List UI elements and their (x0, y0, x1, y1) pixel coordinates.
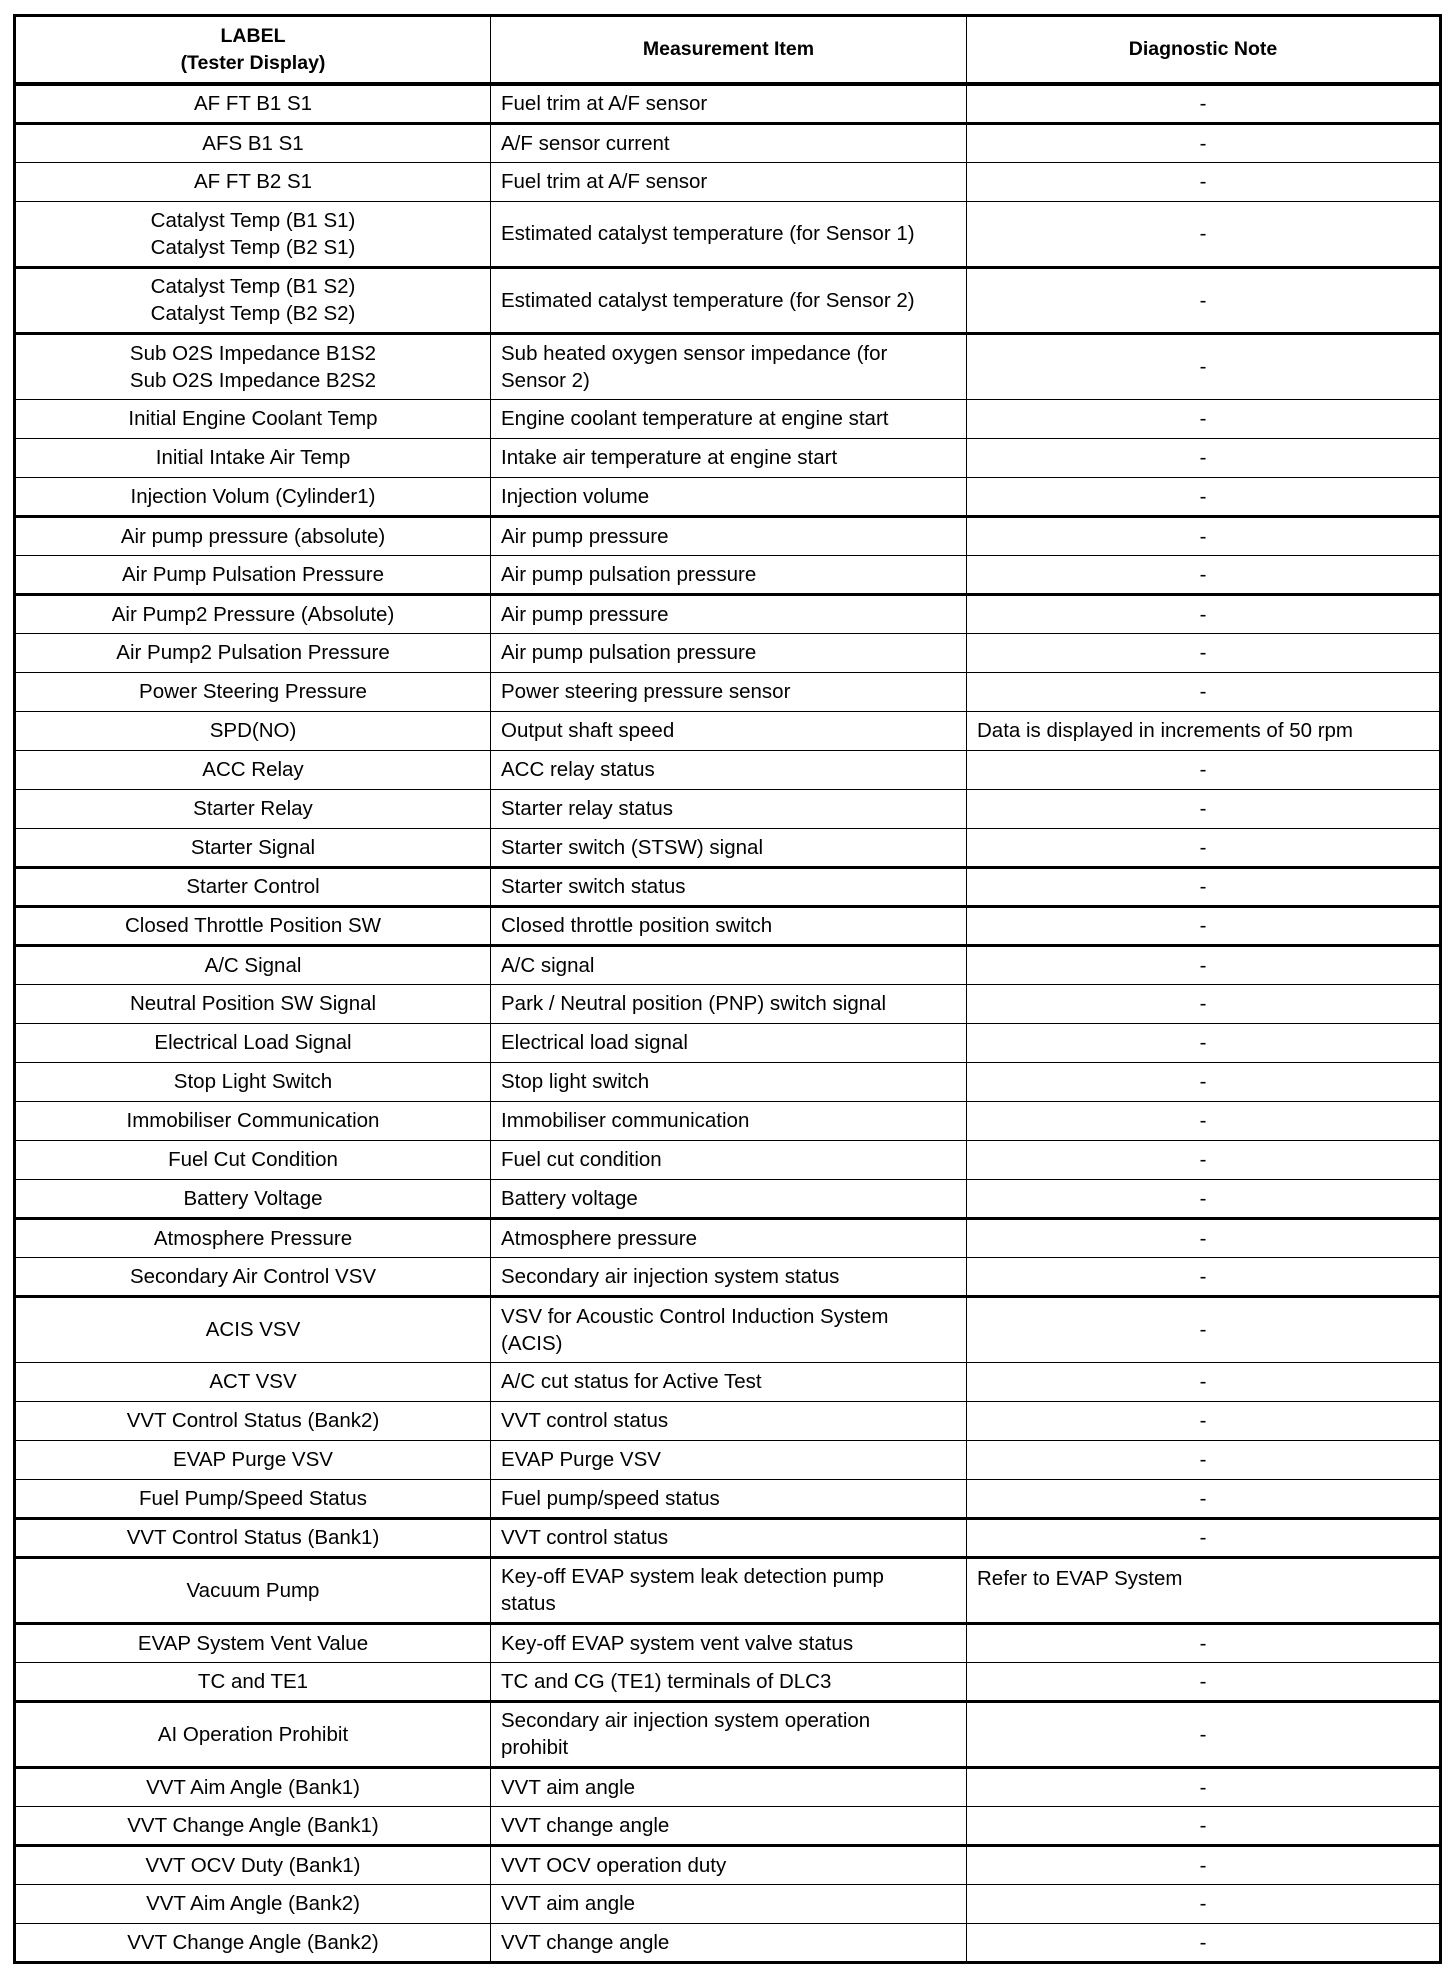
header-measurement: Measurement Item (491, 16, 967, 85)
header-label (15, 16, 491, 85)
row-measurement-line: status (501, 1592, 556, 1615)
row-measurement (491, 399, 967, 438)
row-measurement-line: VVT aim angle (501, 1775, 636, 1799)
table-row (15, 1923, 1441, 1962)
row-note: - (967, 789, 1441, 828)
header-row (15, 16, 1441, 85)
row-label-line: Air Pump2 Pressure (Absolute) (111, 602, 395, 626)
row-measurement (491, 867, 967, 906)
row-label (15, 1884, 491, 1923)
table-row (15, 945, 1441, 984)
row-note: - (967, 1101, 1441, 1140)
row-label-line: AFS B1 S1 (202, 131, 304, 155)
row-label-line: VVT Change Angle (Bank1) (127, 1813, 379, 1837)
table-row (15, 633, 1441, 672)
row-measurement (491, 1923, 967, 1962)
row-label (15, 1023, 491, 1062)
row-measurement (491, 162, 967, 201)
row-measurement-line: Estimated catalyst temperature (for Sensor 1) (501, 222, 915, 245)
row-measurement (491, 1479, 967, 1518)
row-label-line: AI Operation Prohibit (157, 1722, 349, 1746)
row-note: - (967, 750, 1441, 789)
row-label-line: ACIS VSV (205, 1318, 301, 1341)
row-measurement (491, 1257, 967, 1296)
row-label (15, 867, 491, 906)
table-row (15, 1557, 1441, 1623)
row-measurement-line: Sub heated oxygen sensor impedance (for (501, 341, 888, 365)
row-label (15, 1140, 491, 1179)
row-measurement-line: VVT change angle (501, 1930, 670, 1954)
row-measurement-line: Electrical load signal (501, 1031, 688, 1054)
row-measurement-line: Fuel pump/speed status (501, 1486, 720, 1510)
row-note: - (967, 672, 1441, 711)
row-label-line: Starter Control (186, 875, 320, 898)
row-label-line: Fuel Pump/Speed Status (139, 1486, 367, 1510)
row-measurement (491, 828, 967, 867)
table-row (15, 477, 1441, 516)
row-measurement-line: Immobiliser communication (501, 1109, 750, 1132)
header-label-line1: LABEL (220, 24, 286, 47)
table-row (15, 1662, 1441, 1701)
row-measurement-line: Fuel cut condition (501, 1148, 662, 1171)
row-measurement-line: A/C cut status for Active Test (501, 1370, 762, 1393)
row-measurement-line: Atmosphere pressure (501, 1226, 697, 1250)
row-label-line: SPD(NO) (209, 719, 297, 742)
row-label-line: Air Pump Pulsation Pressure (121, 562, 385, 586)
table-row (15, 867, 1441, 906)
row-label (15, 555, 491, 594)
table-row (15, 1140, 1441, 1179)
row-label (15, 789, 491, 828)
row-note: - (967, 438, 1441, 477)
row-measurement-line: Starter switch status (501, 875, 686, 898)
table-row (15, 1401, 1441, 1440)
row-note: - (967, 1806, 1441, 1845)
row-label (15, 1701, 491, 1767)
row-measurement-line: Air pump pressure (501, 602, 669, 626)
row-measurement-line: A/F sensor current (501, 131, 670, 155)
row-label (15, 633, 491, 672)
table-row (15, 555, 1441, 594)
row-measurement (491, 633, 967, 672)
row-label (15, 1218, 491, 1257)
row-measurement-line: VVT change angle (501, 1813, 670, 1837)
row-label-line: Air pump pressure (absolute) (120, 524, 386, 548)
row-label (15, 594, 491, 633)
row-note: - (967, 945, 1441, 984)
row-note: - (967, 1623, 1441, 1662)
header-note: Diagnostic Note (967, 16, 1441, 85)
row-label (15, 1845, 491, 1884)
row-label-line: Injection Volum (Cylinder1) (130, 484, 376, 508)
table-row (15, 1218, 1441, 1257)
table-row (15, 750, 1441, 789)
data-list-table (13, 14, 1442, 1964)
row-label (15, 1257, 491, 1296)
row-note: - (967, 1362, 1441, 1401)
row-label (15, 123, 491, 162)
row-note: - (967, 1062, 1441, 1101)
table-row (15, 906, 1441, 945)
row-note: - (967, 399, 1441, 438)
row-measurement (491, 1767, 967, 1806)
row-measurement-line: VVT control status (501, 1409, 669, 1432)
row-measurement (491, 516, 967, 555)
table-row (15, 1701, 1441, 1767)
row-label (15, 906, 491, 945)
row-measurement-line: Fuel trim at A/F sensor (501, 170, 708, 193)
row-measurement (491, 1218, 967, 1257)
row-label (15, 1923, 491, 1962)
row-label-line: Secondary Air Control VSV (129, 1264, 377, 1288)
row-measurement-line: Power steering pressure sensor (501, 680, 791, 703)
row-measurement-line: Secondary air injection system status (501, 1264, 840, 1288)
row-note: - (967, 1218, 1441, 1257)
row-note: - (967, 906, 1441, 945)
table-row (15, 1440, 1441, 1479)
table-row (15, 1296, 1441, 1362)
row-measurement-line: Fuel trim at A/F sensor (501, 92, 708, 116)
row-measurement (491, 333, 967, 399)
row-label (15, 1362, 491, 1401)
row-measurement-line: Key-off EVAP system vent valve status (501, 1631, 854, 1655)
row-label-line: VVT Control Status (Bank2) (126, 1409, 380, 1432)
row-measurement (491, 201, 967, 267)
row-label-line: AF FT B2 S1 (193, 170, 313, 193)
row-note: - (967, 1767, 1441, 1806)
row-measurement (491, 1557, 967, 1623)
row-note: - (967, 1923, 1441, 1962)
row-measurement (491, 555, 967, 594)
row-measurement-line: A/C signal (501, 953, 595, 977)
row-measurement (491, 594, 967, 633)
table-row (15, 516, 1441, 555)
row-label-line: A/C Signal (204, 953, 302, 977)
row-note: Refer to EVAP System (967, 1557, 1441, 1623)
table-row (15, 1623, 1441, 1662)
row-label-line: VVT OCV Duty (Bank1) (145, 1853, 361, 1877)
row-label-line: Sub O2S Impedance B1S2 (129, 341, 377, 365)
row-note: - (967, 1140, 1441, 1179)
row-measurement (491, 1623, 967, 1662)
row-note: - (967, 633, 1441, 672)
row-note: - (967, 1701, 1441, 1767)
row-note: - (967, 123, 1441, 162)
row-measurement (491, 789, 967, 828)
row-label-line: VVT Change Angle (Bank2) (127, 1930, 379, 1954)
row-label (15, 1557, 491, 1623)
row-measurement (491, 1179, 967, 1218)
row-note: - (967, 1440, 1441, 1479)
row-label-line: Starter Relay (193, 797, 313, 820)
row-measurement (491, 906, 967, 945)
row-measurement-line: TC and CG (TE1) terminals of DLC3 (501, 1669, 832, 1693)
row-label-line: VVT Aim Angle (Bank1) (146, 1775, 360, 1799)
row-note: - (967, 1662, 1441, 1701)
row-note: - (967, 333, 1441, 399)
row-measurement-line: Starter switch (STSW) signal (501, 835, 763, 859)
row-label (15, 1518, 491, 1557)
row-measurement (491, 984, 967, 1023)
row-label (15, 672, 491, 711)
row-measurement (491, 1101, 967, 1140)
row-label-line: Power Steering Pressure (139, 680, 367, 703)
row-measurement-line: Park / Neutral position (PNP) switch signal (501, 992, 887, 1015)
row-label (15, 945, 491, 984)
row-note: - (967, 516, 1441, 555)
row-label (15, 1101, 491, 1140)
row-measurement-line: prohibit (501, 1736, 569, 1759)
table-row (15, 267, 1441, 333)
row-measurement (491, 1884, 967, 1923)
row-label-line: Atmosphere Pressure (153, 1226, 353, 1250)
row-measurement-line: ACC relay status (501, 758, 655, 781)
row-label (15, 828, 491, 867)
row-label-line: ACC Relay (202, 758, 304, 781)
row-note: - (967, 555, 1441, 594)
row-measurement-line: Key-off EVAP system leak detection pump (501, 1565, 884, 1588)
row-note: - (967, 1845, 1441, 1884)
row-measurement (491, 1401, 967, 1440)
row-measurement-line: Intake air temperature at engine start (501, 446, 838, 469)
row-label (15, 84, 491, 123)
table-row (15, 594, 1441, 633)
table-row (15, 711, 1441, 750)
row-label (15, 711, 491, 750)
row-label (15, 1401, 491, 1440)
row-measurement-line: Sensor 2) (501, 368, 590, 392)
row-label-line: AF FT B1 S1 (193, 92, 313, 116)
row-label (15, 1767, 491, 1806)
row-label-line: Vacuum Pump (186, 1578, 320, 1602)
row-measurement (491, 1845, 967, 1884)
row-label (15, 438, 491, 477)
row-note: - (967, 1401, 1441, 1440)
row-label (15, 1062, 491, 1101)
row-label-line: VVT Aim Angle (Bank2) (146, 1892, 360, 1915)
row-label-line: Air Pump2 Pulsation Pressure (116, 641, 390, 664)
row-label (15, 477, 491, 516)
row-note: Data is displayed in increments of 50 rpm (967, 711, 1441, 750)
row-measurement (491, 672, 967, 711)
row-label (15, 1179, 491, 1218)
row-measurement-line: Closed throttle position switch (501, 914, 773, 937)
row-label (15, 1662, 491, 1701)
row-label (15, 1806, 491, 1845)
row-measurement-line: VVT control status (501, 1526, 669, 1549)
row-note: - (967, 1296, 1441, 1362)
row-measurement-line: Battery voltage (501, 1186, 638, 1210)
table-row (15, 1479, 1441, 1518)
row-measurement-line: Stop light switch (501, 1070, 650, 1093)
row-label (15, 333, 491, 399)
row-note: - (967, 201, 1441, 267)
row-label (15, 984, 491, 1023)
row-label (15, 399, 491, 438)
row-label-line: Closed Throttle Position SW (125, 914, 381, 937)
row-label-line: Immobiliser Communication (126, 1109, 380, 1132)
row-measurement-line: Secondary air injection system operation (501, 1709, 871, 1732)
row-measurement (491, 1296, 967, 1362)
row-label (15, 201, 491, 267)
row-note: - (967, 1257, 1441, 1296)
table-row (15, 1518, 1441, 1557)
row-measurement (491, 1362, 967, 1401)
table-row (15, 1179, 1441, 1218)
table-row (15, 84, 1441, 123)
row-note: - (967, 1023, 1441, 1062)
row-measurement-line: EVAP Purge VSV (501, 1448, 661, 1471)
row-measurement-line: Estimated catalyst temperature (for Sensor 2) (501, 288, 915, 312)
table-row (15, 123, 1441, 162)
row-label (15, 750, 491, 789)
row-label (15, 267, 491, 333)
row-label (15, 1623, 491, 1662)
row-measurement (491, 1701, 967, 1767)
row-measurement (491, 1440, 967, 1479)
row-label (15, 516, 491, 555)
row-label-line: Initial Intake Air Temp (155, 446, 351, 469)
table-row (15, 1845, 1441, 1884)
row-measurement (491, 438, 967, 477)
table-row (15, 1806, 1441, 1845)
row-note: - (967, 477, 1441, 516)
row-label-line: ACT VSV (209, 1370, 297, 1393)
row-measurement (491, 1023, 967, 1062)
row-measurement (491, 1662, 967, 1701)
row-measurement-line: VSV for Acoustic Control Induction System (501, 1304, 889, 1328)
row-label-line: EVAP Purge VSV (173, 1448, 333, 1471)
row-note: - (967, 867, 1441, 906)
table-row (15, 1884, 1441, 1923)
row-label-line: Catalyst Temp (B2 S1) (150, 235, 356, 259)
row-measurement-line: Engine coolant temperature at engine start (501, 407, 889, 430)
row-label-line: Fuel Cut Condition (168, 1148, 338, 1171)
row-measurement (491, 1140, 967, 1179)
row-measurement-line: Air pump pulsation pressure (501, 641, 757, 664)
row-label-line: Initial Engine Coolant Temp (128, 407, 378, 430)
row-measurement (491, 1518, 967, 1557)
row-measurement (491, 711, 967, 750)
row-note: - (967, 984, 1441, 1023)
row-label (15, 162, 491, 201)
table-row (15, 1362, 1441, 1401)
row-label-line: Electrical Load Signal (154, 1031, 352, 1054)
row-measurement-line: VVT OCV operation duty (501, 1853, 727, 1877)
row-measurement-line: VVT aim angle (501, 1892, 636, 1915)
row-measurement (491, 123, 967, 162)
row-measurement (491, 1806, 967, 1845)
table-row (15, 399, 1441, 438)
row-measurement (491, 84, 967, 123)
row-note: - (967, 1518, 1441, 1557)
row-measurement (491, 267, 967, 333)
row-label-line: Starter Signal (190, 835, 316, 859)
row-note: - (967, 1179, 1441, 1218)
row-label-line: TC and TE1 (197, 1669, 309, 1693)
table-row (15, 1767, 1441, 1806)
row-measurement-line: Air pump pulsation pressure (501, 562, 757, 586)
header-label-line2: (Tester Display) (180, 51, 326, 74)
row-label-line: Catalyst Temp (B2 S2) (150, 302, 356, 325)
table-row (15, 1101, 1441, 1140)
table-row (15, 672, 1441, 711)
row-label-line: VVT Control Status (Bank1) (126, 1526, 380, 1549)
row-label (15, 1440, 491, 1479)
row-label-line: Battery Voltage (183, 1186, 323, 1210)
row-label-line: Stop Light Switch (173, 1070, 333, 1093)
row-label-line: EVAP System Vent Value (137, 1631, 369, 1655)
row-measurement (491, 1062, 967, 1101)
table-row (15, 162, 1441, 201)
table-row (15, 984, 1441, 1023)
table-row (15, 1062, 1441, 1101)
row-note: - (967, 1884, 1441, 1923)
row-note: - (967, 828, 1441, 867)
table-row (15, 1023, 1441, 1062)
row-measurement (491, 945, 967, 984)
row-label (15, 1479, 491, 1518)
row-note: - (967, 1479, 1441, 1518)
row-measurement (491, 750, 967, 789)
row-note: - (967, 84, 1441, 123)
row-measurement (491, 477, 967, 516)
row-measurement-line: Injection volume (501, 484, 650, 508)
row-label-line: Neutral Position SW Signal (129, 992, 377, 1015)
row-label (15, 1296, 491, 1362)
row-measurement-line: Starter relay status (501, 797, 674, 820)
table-row (15, 789, 1441, 828)
table-row (15, 828, 1441, 867)
row-measurement-line: (ACIS) (501, 1331, 563, 1355)
row-label-line: Catalyst Temp (B1 S1) (150, 208, 356, 232)
table-row (15, 201, 1441, 267)
row-label-line: Catalyst Temp (B1 S2) (150, 275, 356, 298)
row-note: - (967, 594, 1441, 633)
table-row (15, 1257, 1441, 1296)
row-label-line: Sub O2S Impedance B2S2 (129, 368, 377, 392)
row-measurement-line: Output shaft speed (501, 719, 675, 742)
row-measurement-line: Air pump pressure (501, 524, 669, 548)
row-note: - (967, 267, 1441, 333)
row-note: - (967, 162, 1441, 201)
table-row (15, 333, 1441, 399)
table-row (15, 438, 1441, 477)
